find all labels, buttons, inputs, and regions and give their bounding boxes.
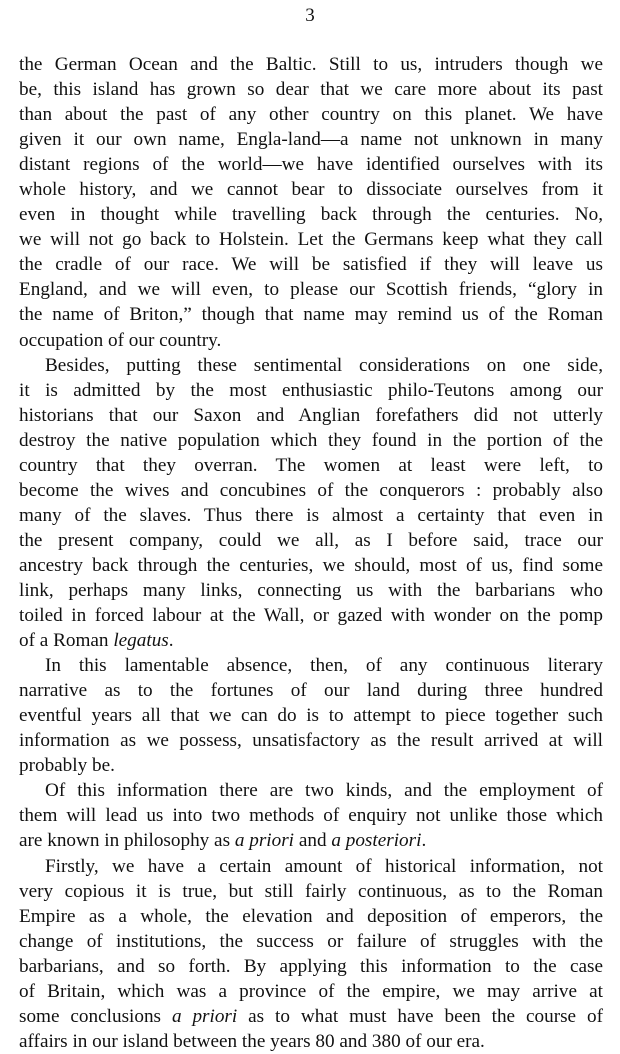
text-line [19,328,603,353]
italic-term: legatus [113,630,169,652]
text-run: probably be. [19,755,115,777]
text-run: toiled in forced labour at the Wall, or gazed with wonder on the pomp [19,605,603,627]
text-run: of a Roman [19,630,114,652]
text-run: very copious it is true, but still fairly continuous, as to the Roman [19,880,603,902]
italic-term: a priori [171,1005,238,1027]
text-run: Of this information there are two kinds, and the employment of [45,780,603,802]
text-run: distant regions of the world—we have identified ourselves with its [19,154,603,176]
text-line [19,252,603,277]
text-line [19,403,603,428]
text-line [19,578,603,603]
text-line [19,778,603,803]
text-run: country that they overran. The women at least were left, to [19,454,603,476]
text-line [19,653,603,678]
text-run: of Britain, which was a province of the empire, we may arrive at [19,980,603,1002]
text-run: occupation of our country. [19,329,222,351]
text-run: it is admitted by the most enthusiastic philo-Teutons among our [19,379,603,401]
text-line [19,753,603,778]
text-run: the German Ocean and the Baltic. Still to us, intruders though we [19,54,603,75]
text-run: barbarians, and so forth. By applying this information to the case [19,955,603,977]
text-line [19,803,603,828]
page-number: 3 [305,5,315,26]
text-line [19,879,603,904]
text-run: . [168,630,174,652]
text-line [19,703,603,728]
text-run: destroy the native population which they found in the portion of the [19,429,603,451]
text-run: we will not go back to Holstein. Let the Germans keep what they call [19,229,603,251]
text-run: than about the past of any other country on this planet. We have [19,104,603,126]
text-line [19,603,603,628]
text-line [19,202,603,227]
text-run: affairs in our island between the years 80 and 380 of our era. [19,1030,485,1052]
text-line [19,277,603,302]
text-line [19,52,603,77]
text-line [19,453,603,478]
text-line [19,929,603,954]
text-line [19,528,603,553]
text-run: are known in philosophy as [19,830,235,852]
text-run: Firstly, we have a certain amount of historical information, not [45,855,603,877]
text-run: as to what must have been the course of [237,1005,603,1027]
text-run: be, this island has grown so dear that we care more about its past [19,79,603,101]
text-line [19,302,603,327]
text-run: historians that our Saxon and Anglian forefathers did not utterly [19,404,603,426]
text-run: given it our own name, Engla-land—a name not unknown in many [19,129,603,151]
text-line [19,227,603,252]
text-run: even in thought while travelling back through the centuries. No, [19,204,603,226]
text-line [19,954,603,979]
text-line [19,728,603,753]
text-line [19,77,603,102]
text-line [19,904,603,929]
text-run: England, and we will even, to please our Scottish friends, “glory in [19,279,603,301]
text-run: many of the slaves. Thus there is almost a certainty that even in [19,504,603,526]
text-line [19,628,603,653]
italic-term: a priori [234,830,295,852]
text-line [19,378,603,403]
text-line [19,503,603,528]
text-run: the present company, could we all, as I before said, trace our [19,529,603,551]
text-line [19,1004,603,1029]
text-line [19,478,603,503]
text-run: information as we possess, unsatisfactory as the result arrived at will [19,730,603,752]
text-run: eventful years all that we can do is to attempt to piece together such [19,705,603,727]
text-run: change of institutions, the success or failure of struggles with the [19,930,603,952]
text-run: . [421,830,427,852]
text-line [19,979,603,1004]
text-run: and [294,830,332,852]
text-line [19,102,603,127]
body-text [19,52,603,1054]
text-line [19,177,603,202]
text-run: narrative as to the fortunes of our land during three hundred [19,680,603,702]
text-run: become the wives and concubines of the conquerors : probably also [19,479,603,501]
text-run: link, perhaps many links, connecting us with the barbarians who [19,579,603,601]
text-run: ancestry back through the centuries, we should, most of us, find some [19,554,603,576]
text-line [19,428,603,453]
text-line [19,127,603,152]
text-line [19,854,603,879]
text-run: the name of Briton,” though that name may remind us of the Roman [19,304,603,326]
text-line [19,828,603,853]
text-run: In this lamentable absence, then, of any continuous literary [45,655,603,677]
text-line [19,152,603,177]
italic-term: a posteriori [331,830,422,852]
text-line [19,678,603,703]
text-run: them will lead us into two methods of enquiry not unlike those which [19,805,603,827]
text-run: Besides, putting these sentimental considerations on one side, [45,354,603,376]
text-line [19,1029,603,1054]
text-line [19,353,603,378]
text-run: the cradle of our race. We will be satisfied if they will leave us [19,254,603,276]
text-run: Empire as a whole, the elevation and deposition of emperors, the [19,905,603,927]
text-run: some conclusions [19,1005,172,1027]
text-line [19,553,603,578]
text-run: whole history, and we cannot bear to dissociate ourselves from it [19,179,603,201]
